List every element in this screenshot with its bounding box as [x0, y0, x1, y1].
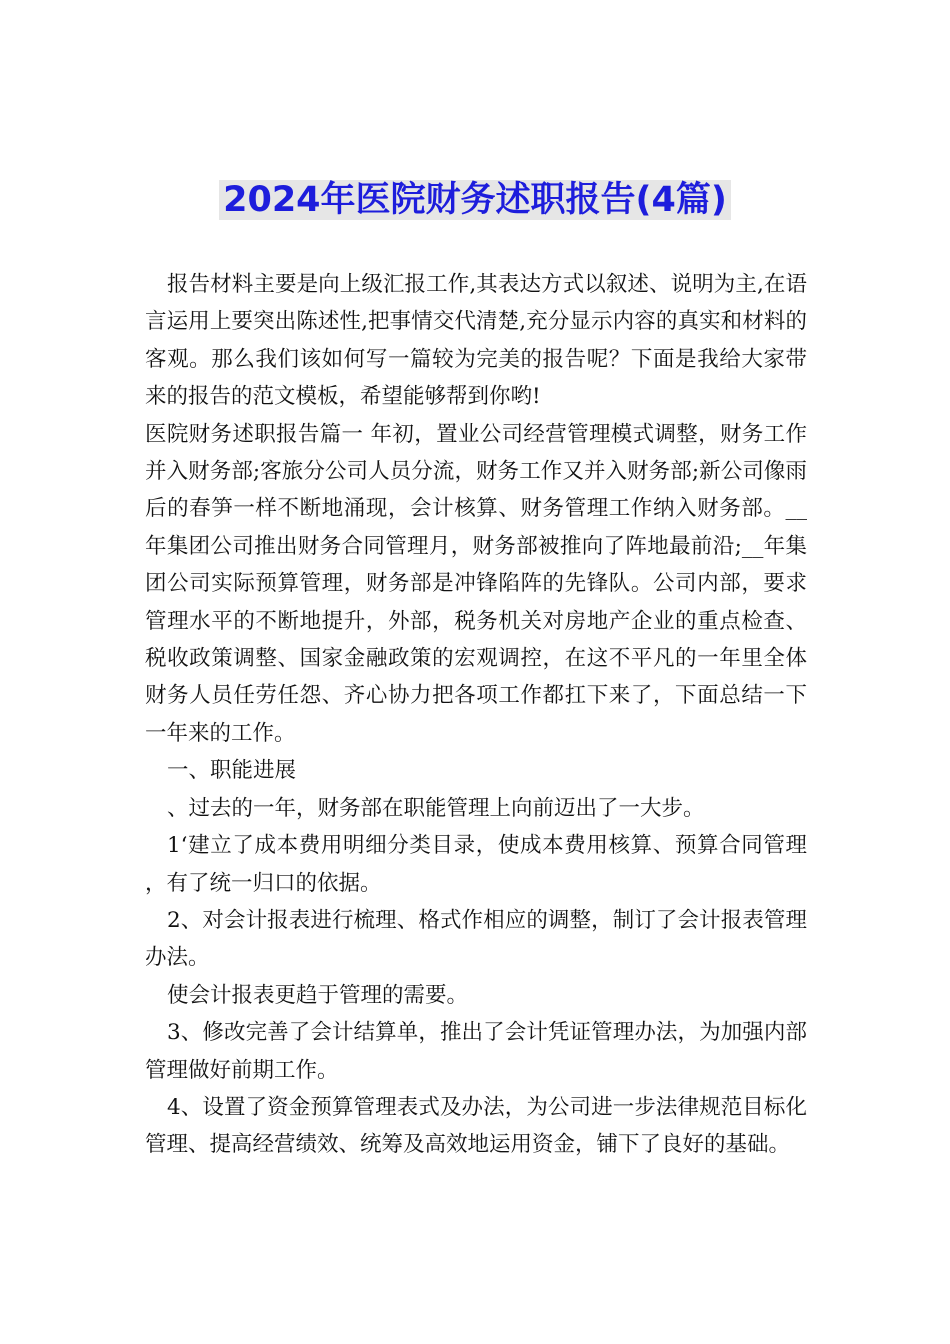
list-item-1: 1‘建立了成本费用明细分类目录，使成本费用核算、预算合同管理，有了统一归口的依据。	[145, 833, 807, 896]
body-paragraph: 使会计报表更趋于管理的需要。	[167, 982, 469, 1008]
list-item-3: 3、修改完善了会计结算单，推出了会计凭证管理办法，为加强内部管理做好前期工作。	[145, 1020, 807, 1083]
document-body	[145, 266, 807, 1164]
heading-paragraph: 一、职能进展	[167, 758, 297, 784]
list-item-2: 2、对会计报表进行梳理、格式作相应的调整，制订了会计报表管理办法。	[145, 907, 807, 971]
list-item-4: 4、设置了资金预算管理表式及办法，为公司进一步法律规范目标化管理、提高经营绩效、统筹及高效地运用资金，铺下了良好的基础。	[145, 1094, 807, 1158]
intro-paragraph: 报告材料主要是向上级汇报工作,其表达方式以叙述、说明为主,在语言运用上要突出陈述性,把事情交代清楚,充分显示内容的真实和材料的客观。那么我们该如何写一篇较为完美的报告呢？下面是我给大家带来的报告的范文模板，希望能够帮到你哟!	[145, 272, 807, 410]
document-title-text: 2024年医院财务述职报告(4篇)	[219, 180, 731, 220]
body-paragraph: 、过去的一年，财务部在职能管理上向前迈出了一大步。	[167, 795, 705, 821]
section-paragraph: 医院财务述职报告篇一 年初，置业公司经营管理模式调整，财务工作并入财务部;客旅分公司人员分流，财务工作又并入财务部;新公司像雨后的春笋一样不断地涌现，会计核算、财务管理工作纳入财务部。__年集团公司推出财务合同管理月，财务部被推向了阵地最前沿;__年集团公司实际预算管理，财务部是冲锋陷阵的先锋队。公司内部，要求管理水平的不断地提升，外部，税务机关对房地产企业的重点检查、税收政策调整、国家金融政策的宏观调控，在这不平凡的一年里全体财务人员任劳任怨、齐心协力把各项工作都扛下来了，下面总结一下一年来的工作。	[145, 421, 807, 746]
document-title	[0, 176, 950, 224]
